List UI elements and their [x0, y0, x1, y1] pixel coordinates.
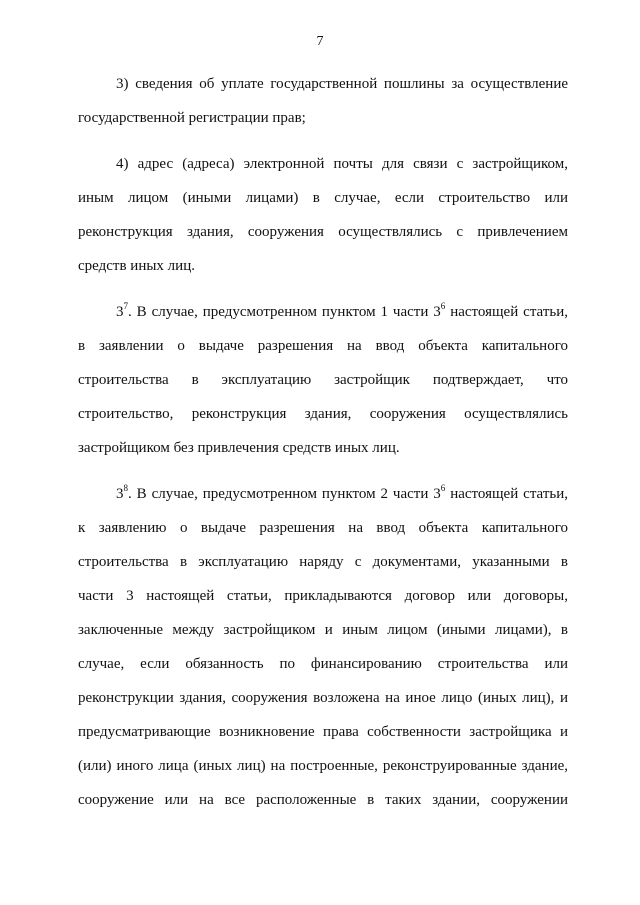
- paragraph-item-4: [78, 152, 568, 288]
- text-line: 3) сведения об уплате государственной пошлины за осуществление: [116, 76, 568, 92]
- text-line: к заявлению о выдаче разрешения на ввод объекта капитального: [78, 520, 568, 536]
- text-fragment: настоящей статьи,: [445, 304, 568, 320]
- reference-superscript: 6: [440, 301, 446, 311]
- text-line: части 3 настоящей статьи, прикладываются договор или договоры,: [78, 588, 568, 604]
- text-line: сооружение или на все расположенные в таких здании, сооружении: [78, 792, 568, 808]
- text-line: застройщиком без привлечения средств иных лиц.: [78, 440, 400, 456]
- paragraph-heading-line: [78, 482, 568, 516]
- text-line: случае, если обязанность по финансированию строительства или: [78, 656, 568, 672]
- paragraph-number-superscript: 7: [123, 301, 128, 311]
- text-line: (или) иного лица (иных лиц) на построенные, реконструированные здание,: [78, 758, 568, 774]
- document-body: [78, 72, 568, 834]
- text-line: реконструкции здания, сооружения возложена на иное лицо (иных лиц), и: [78, 690, 568, 706]
- paragraph-item-3: [78, 72, 568, 140]
- text-line: в заявлении о выдаче разрешения на ввод объекта капитального: [78, 338, 568, 354]
- text-line: строительства в эксплуатацию застройщик подтверждает, что: [78, 372, 568, 388]
- text-line: государственной регистрации прав;: [78, 110, 306, 126]
- reference-superscript: 6: [440, 483, 446, 493]
- text-line: реконструкция здания, сооружения осуществлялись с привлечением: [78, 224, 568, 240]
- text-fragment: . В случае, предусмотренном пунктом 1 части 3: [128, 304, 441, 320]
- paragraph-3-8: [78, 482, 568, 822]
- text-line: 4) адрес (адреса) электронной почты для связи с застройщиком,: [116, 156, 568, 172]
- text-line: иным лицом (иными лицами) в случае, если строительство или: [78, 190, 568, 206]
- text-fragment: . В случае, предусмотренном пунктом 2 части 3: [128, 486, 441, 502]
- text-line: строительства в эксплуатацию наряду с документами, указанными в: [78, 554, 568, 570]
- paragraph-heading-line: [78, 300, 568, 334]
- paragraph-number: 3: [116, 304, 124, 320]
- paragraph-number-superscript: 8: [123, 483, 128, 493]
- paragraph-number: 3: [116, 486, 124, 502]
- text-fragment: настоящей статьи,: [445, 486, 568, 502]
- text-line: средств иных лиц.: [78, 258, 195, 274]
- page-number: 7: [316, 34, 324, 49]
- text-line: предусматривающие возникновение права собственности застройщика и: [78, 724, 568, 740]
- paragraph-3-7: [78, 300, 568, 470]
- text-line: заключенные между застройщиком и иным лицом (иными лицами), в: [78, 622, 568, 638]
- text-line: строительство, реконструкция здания, сооружения осуществлялись: [78, 406, 568, 422]
